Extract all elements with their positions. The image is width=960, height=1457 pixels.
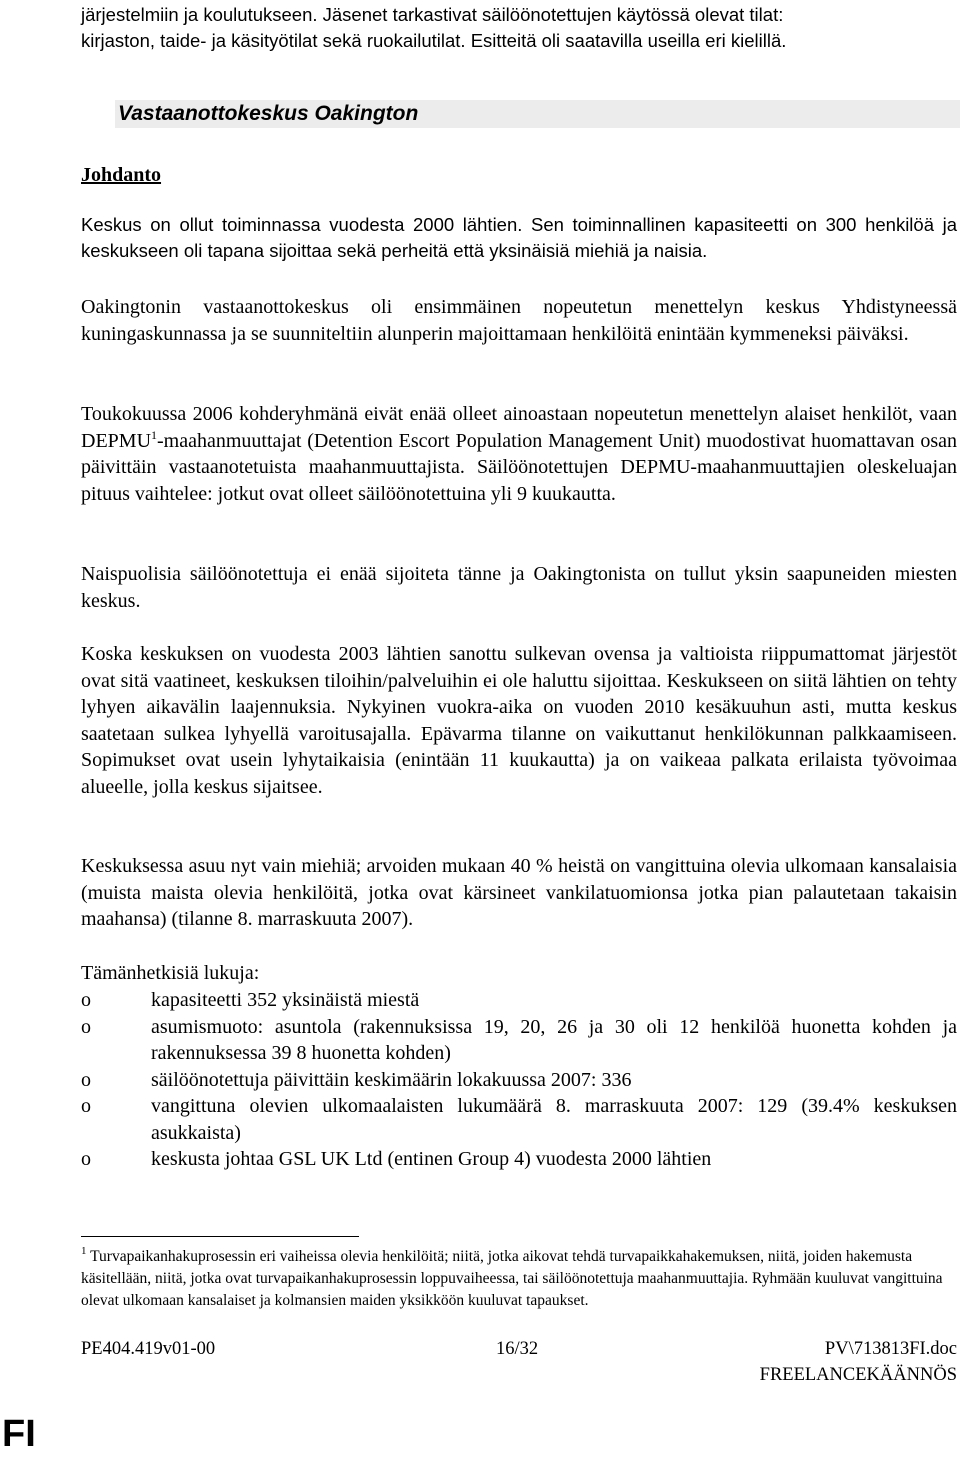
paragraph-depmu-start: Toukokuussa 2006 kohderyhmänä eivät enää olleet ainoastaan nopeutetun menettelyn alaiset henkilöt, vaan DEPMU <box>81 403 957 452</box>
paragraph-fast-track-text: Oakingtonin vastaanottokeskus oli ensimmäinen nopeutetun menettelyn keskus Yhdistyneessä kuningaskunnassa ja se suunniteltiin alunperin majoittamaan henkilöitä enintään kymmeneksi päiväksi. <box>81 296 957 345</box>
list-item-text: keskusta johtaa GSL UK Ltd (entinen Group 4) vuodesta 2000 lähtien <box>151 1148 712 1170</box>
bullet-icon: o <box>81 1148 91 1170</box>
figures-intro <box>81 960 957 987</box>
section-heading: Vastaanottokeskus Oakington <box>118 102 419 125</box>
list-item-text: vangittuna olevien ulkomaalaisten lukumäärä 8. marraskuuta 2007: 129 (39.4% keskuksen asukkaista) <box>151 1095 957 1144</box>
paragraph-women-text: Naispuolisia säilöönotettuja ei enää sijoiteta tänne ja Oakingtonista on tullut yksin saapuneiden miesten keskus. <box>81 563 957 612</box>
paragraph-residents <box>81 853 957 933</box>
paragraph-women <box>81 561 957 614</box>
bullet-icon: o <box>81 1095 91 1117</box>
intro-line-1: järjestelmiin ja koulutukseen. Jäsenet tarkastivat säilöönotettujen käytössä olevat tilat: <box>81 4 784 25</box>
paragraph-depmu-end: -maahanmuuttajat (Detention Escort Population Management Unit) muodostivat huomattavan osan päivittäin vastaanotetuista maahanmuuttajista. Säilöönotettujen DEPMU-maahanmuuttajien oleskeluajan pituus vaihtelee: jotkut ovat olleet säilöönotettuina yli 9 kuukautta. <box>81 429 957 505</box>
page-footer <box>81 1336 957 1362</box>
paragraph-closure-text: Koska keskuksen on vuodesta 2003 lähtien sanottu sulkevan ovensa ja valtioista riippumattomat järjestöt ovat sitä vaatineet, keskuksen tiloihin/palveluihin ei ole haluttu sijoittaa. Keskukseen on siitä lähtien on tehty lyhyen aikavälin laajennuksia. Nykyinen vuokra-aika on vuoden 2010 kesäkuuhun asti, mutta keskus saatetaan sulkea lyhyellä varoitusajalla. Epävarma tilanne on vaikuttanut henkilökunnan palkkaamiseen. Sopimukset ovat usein lyhytaikaisia (enintään 11 kuukautta) ja on vaikeaa palkata erilaista työvoimaa alueelle, jolla keskus sijaitsee. <box>81 643 957 798</box>
list-item <box>81 1014 957 1067</box>
list-item <box>81 1067 957 1094</box>
paragraph-capacity-text: Keskus on ollut toiminnassa vuodesta 2000 lähtien. Sen toiminnallinen kapasiteetti on 300 henkilöä ja keskukseen oli tapana sijoittaa sekä perheitä että yksinäisiä miehiä ja naisia. <box>81 214 957 261</box>
translation-agency: FREELANCEKÄÄNNÖS <box>759 1365 957 1385</box>
footnote-text-block <box>81 1246 957 1312</box>
intro-paragraph <box>81 2 957 54</box>
bullet-icon: o <box>81 1015 91 1038</box>
footnote-text: Turvapaikanhakuprosessin eri vaiheissa olevia henkilöitä; niitä, jotka aikovat tehdä turvapaikkahakemuksen, niitä, joiden hakemusta käsitellään, niitä, jotka ovat turvapaikanhakuprosessin loppuvaiheessa, tai säilöönotettuja maahanmuuttajia. Ryhmään kuuluvat vangittuina olevat ulkomaan kansalaiset ja kolmansien maiden yksikköön kuuluvat tapaukset. <box>81 1248 943 1309</box>
paragraph-depmu-text <box>81 401 957 507</box>
figures-intro-text: Tämänhetkisiä lukuja: <box>81 962 260 984</box>
list-item-text: asumismuoto: asuntola (rakennuksissa 19, 20, 26 ja 30 oli 12 henkilöä huonetta kohden ja rakennuksessa 39 8 huonetta kohden) <box>151 1015 957 1064</box>
document-code: PE404.419v01-00 <box>81 1339 216 1359</box>
paragraph-fast-track <box>81 294 957 347</box>
footnote-mark: 1 <box>81 1245 87 1257</box>
file-reference: PV\713813FI.doc <box>824 1339 957 1359</box>
footnote <box>81 1246 957 1312</box>
footnote-divider <box>81 1236 359 1237</box>
paragraph-closure <box>81 641 957 800</box>
figures-list <box>81 987 957 1173</box>
footnote-reference[interactable]: 1 <box>151 427 158 442</box>
list-item <box>81 987 957 1014</box>
intro-line-2: kirjaston, taide- ja käsityötilat sekä ruokailutilat. Esitteitä oli saatavilla useilla eri kielillä. <box>81 30 787 51</box>
paragraph-depmu <box>81 401 957 507</box>
paragraph-capacity <box>81 212 957 264</box>
list-item <box>81 1093 957 1146</box>
language-code: FI <box>2 1413 36 1455</box>
list-item-text: kapasiteetti 352 yksinäistä miestä <box>151 989 420 1011</box>
list-item <box>81 1146 957 1173</box>
subsection-title: Johdanto <box>81 164 162 186</box>
bullet-icon: o <box>81 1068 91 1091</box>
list-item-text: säilöönotettuja päivittäin keskimäärin lokakuussa 2007: 336 <box>151 1068 632 1091</box>
page-number: 16/32 <box>496 1339 539 1359</box>
bullet-icon: o <box>81 989 91 1011</box>
paragraph-residents-text: Keskuksessa asuu nyt vain miehiä; arvoiden mukaan 40 % heistä on vangittuina olevia ulkomaan kansalaisia (muista maista olevia henkilöitä, jotka ovat kärsineet vankilatuomionsa jotka pian palautetaan takaisin maahansa) (tilanne 8. marraskuuta 2007). <box>81 855 957 930</box>
